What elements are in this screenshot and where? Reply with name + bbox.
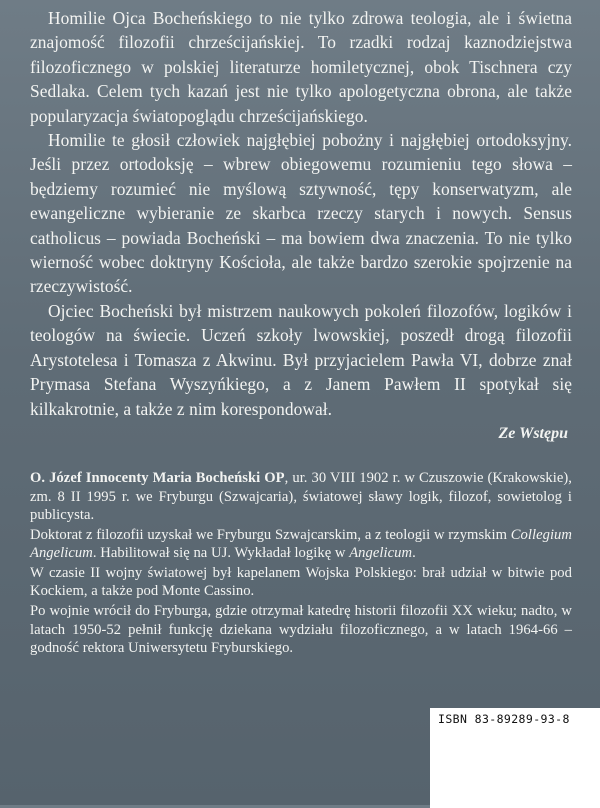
bio-paragraph-2-text-c: .	[412, 545, 416, 562]
intro-paragraph-1: Homilie Ojca Bocheńskiego to nie tylko zdrowa teologia, ale i świetna znajomość filozofii chrześcijańskiej. To rzadki rodzaj kaznodziejstwa filozoficznego w polskiej literaturze homiletycznej, obok Tischnera czy Sedlaka. Celem tych kazań jest nie tylko apologetyczna obrona, ale także popularyzacja światopoglądu chrześcijańskiego.	[30, 8, 572, 126]
back-cover-text	[30, 6, 572, 658]
bio-paragraph-4: Po wojnie wrócił do Fryburga, gdzie otrzymał katedrę historii filozofii XX wieku; nadto, w latach 1950-52 pełnił funkcję dziekana wydziału filozoficznego, a w latach 1964-66 – godność rektora Uniwersytetu Fryburskiego.	[30, 603, 572, 657]
intro-paragraph-3: Ojciec Bocheński był mistrzem naukowych pokoleń filozofów, logików i teologów na świecie. Uczeń szkoły lwowskiej, poszedł drogą filozofii Arystotelesa i Tomasza z Akwinu. Był przyjacielem Pawła VI, dobrze znał Prymasa Stefana Wyszyńkiego, a z Janem Pawłem II spotykał się kilkakrotnie, a także z nim korespondował.	[30, 300, 572, 419]
author-name: O. Józef Innocenty Maria Bocheński OP	[30, 469, 285, 486]
bio-collegium: Collegium Angelicum	[30, 526, 572, 562]
excerpt-source: Ze Wstępu	[498, 424, 568, 442]
bio-paragraph-2-text-b: . Habilitował się na UJ. Wykładał logikę w	[92, 545, 350, 562]
bio-paragraph-1-text: , ur. 30 VIII 1902 r. w Czuszowie (Krakowskie), zm. 8 II 1995 r. we Fryburgu (Szwajcaria), światowej sławy logik, filozof, sowietolog i publicysta.	[30, 469, 573, 524]
bio-paragraph-1	[30, 469, 572, 525]
introduction-excerpt	[30, 6, 572, 445]
bio-paragraph-2-text-a: Doktorat z filozofii uzyskał we Fryburgu Szwajcarskim, a z teologii w rzymskim	[30, 526, 511, 543]
bio-paragraph-2	[30, 526, 572, 563]
isbn-label: ISBN 83-89289-93-8	[430, 708, 600, 808]
bio-paragraph-3: W czasie II wojny światowej był kapelanem Wojska Polskiego: brał udział w bitwie pod Kockiem, a także pod Monte Cassino.	[30, 564, 572, 600]
intro-paragraph-2: Homilie te głosił człowiek najgłębiej pobożny i najgłębiej ortodoksyjny. Jeśli przez ortodoksję – wbrew obiegowemu rozumieniu tego słowa – będziemy rozumieć nie myślową sztywność, tępy konserwatyzm, ale ewangeliczne wybieranie ze skarbca rzeczy starych i nowych. Sensus catholicus – powiada Bocheński – ma bowiem dwa znaczenia. To nie tylko wierność wobec doktryny Kościoła, ale także bardzo szerokie spojrzenie na rzeczywistość.	[30, 130, 572, 297]
bio-angelicum: Angelicum	[349, 545, 413, 562]
author-biography	[30, 469, 572, 658]
